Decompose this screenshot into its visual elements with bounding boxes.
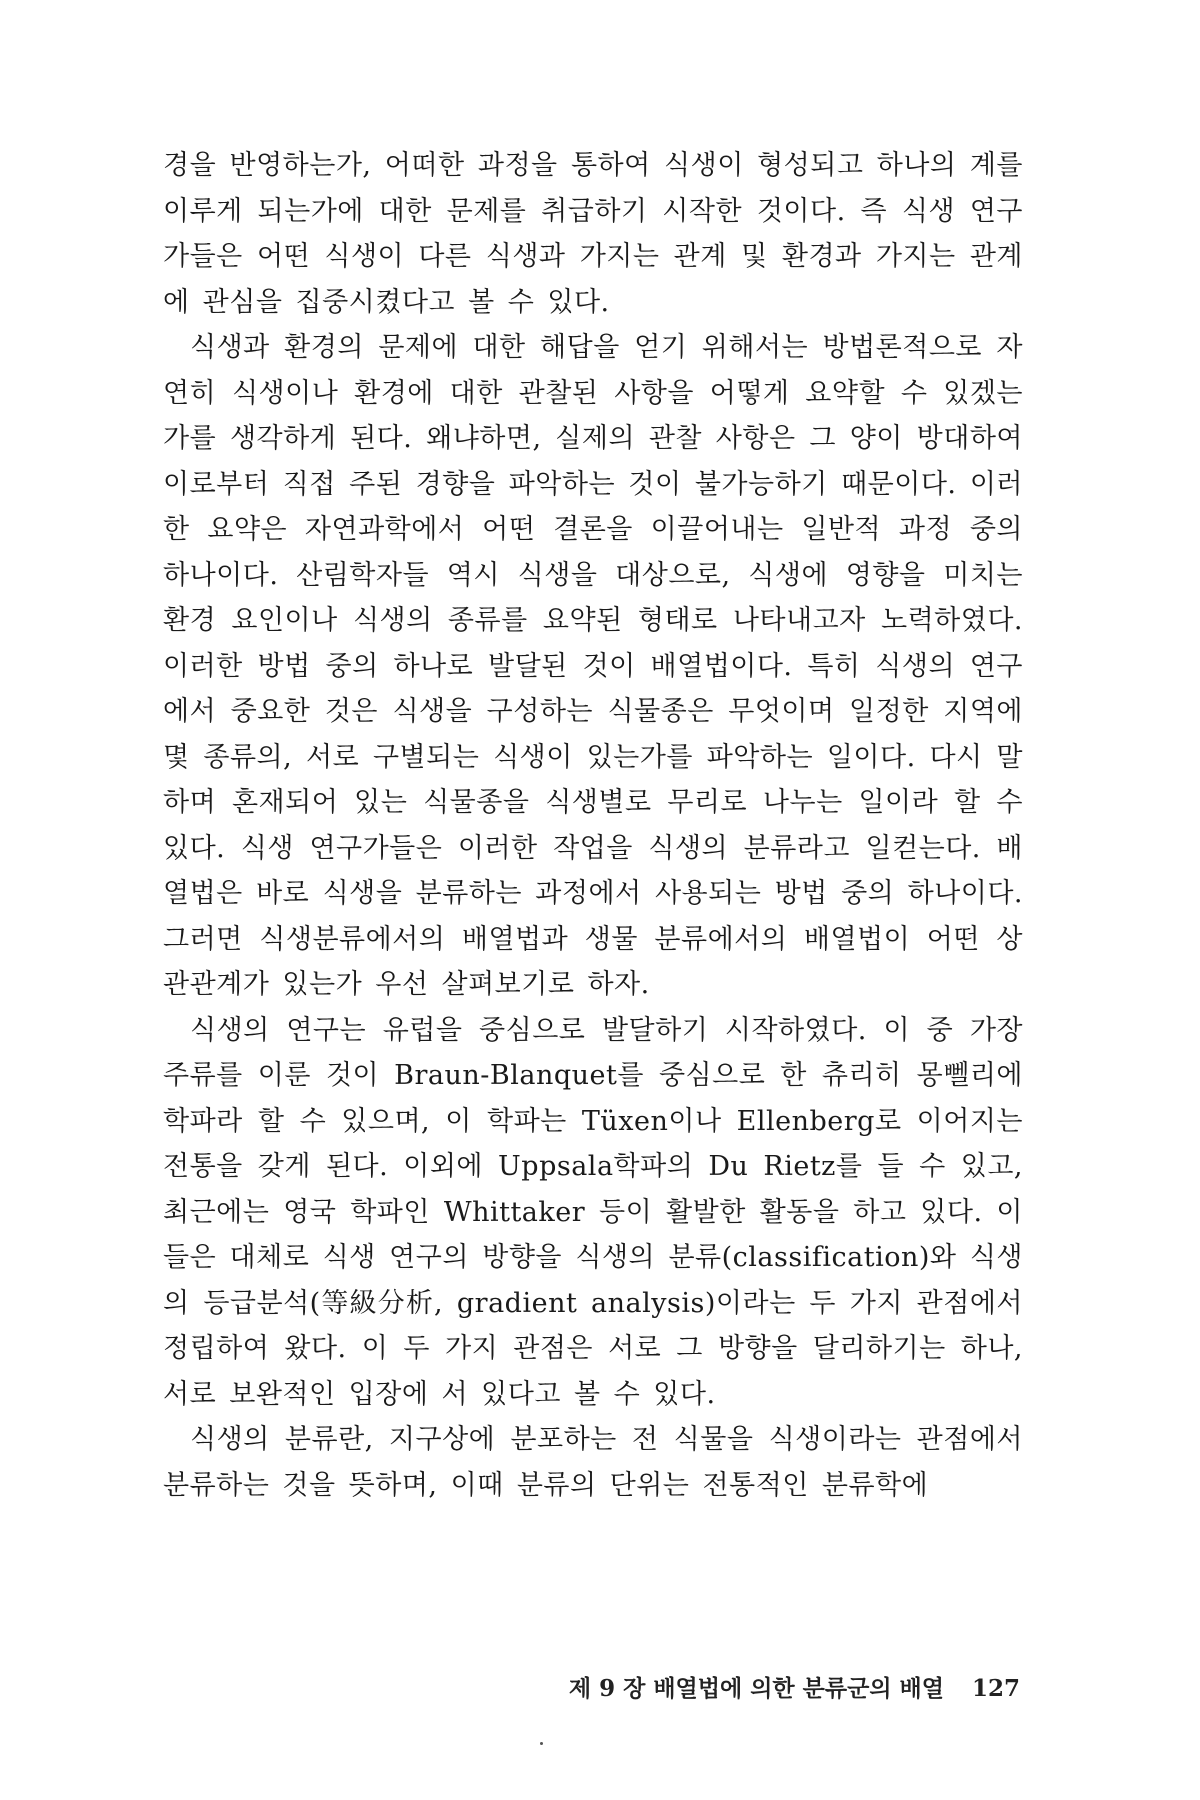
paragraph-3: 식생의 연구는 유럽을 중심으로 발달하기 시작하였다. 이 중 가장 주류를 이룬 것이 Braun-Blanquet를 중심으로 한 츄리히 몽뻴리에 학파라 할 수 있으며, 이 학파는 Tüxen이나 Ellenberg로 이어지는 전통을 갖게 된다. 이외에 Uppsala학파의 Du Rietz를 들 수 있고, 최근에는 영국 학파인 Whittaker 등이 활발한 활동을 하고 있다. 이들은 대체로 식생 연구의 방향을 식생의 분류(classification)와 식생의 등급분석(等級分析, gradient analysis)이라는 두 가지 관점에서 정립하여 왔다. 이 두 가지 관점은 서로 그 방향을 달리하기는 하나, 서로 보완적인 입장에 서 있다고 볼 수 있다. bbox=[163, 1014, 1023, 1410]
running-footer bbox=[490, 1670, 1020, 1703]
page-number: 127 bbox=[971, 1675, 1020, 1702]
body-text bbox=[163, 143, 1023, 1508]
chapter-title: 제 9 장 배열법에 의한 분류군의 배열 bbox=[568, 1675, 944, 1702]
paragraph-1: 경을 반영하는가, 어떠한 과정을 통하여 식생이 형성되고 하나의 계를 이루게 되는가에 대한 문제를 취급하기 시작한 것이다. 즉 식생 연구가들은 어떤 식생이 다른 식생과 가지는 관계 및 환경과 가지는 관계에 관심을 집중시켰다고 볼 수 있다. bbox=[163, 150, 1023, 318]
paragraph-2: 식생과 환경의 문제에 대한 해답을 얻기 위해서는 방법론적으로 자연히 식생이나 환경에 대한 관찰된 사항을 어떻게 요약할 수 있겠는가를 생각하게 된다. 왜냐하면, 실제의 관찰 사항은 그 양이 방대하여 이로부터 직접 주된 경향을 파악하는 것이 불가능하기 때문이다. 이러한 요약은 자연과학에서 어떤 결론을 이끌어내는 일반적 과정 중의 하나이다. 산림학자들 역시 식생을 대상으로, 식생에 영향을 미치는 환경 요인이나 식생의 종류를 요약된 형태로 나타내고자 노력하였다. 이러한 방법 중의 하나로 발달된 것이 배열법이다. 특히 식생의 연구에서 중요한 것은 식생을 구성하는 식물종은 무엇이며 일정한 지역에 몇 종류의, 서로 구별되는 식생이 있는가를 파악하는 일이다. 다시 말하며 혼재되어 있는 식물종을 식생별로 무리로 나누는 일이라 할 수 있다. 식생 연구가들은 이러한 작업을 식생의 분류라고 일컫는다. 배열법은 바로 식생을 분류하는 과정에서 사용되는 방법 중의 하나이다. 그러면 식생분류에서의 배열법과 생물 분류에서의 배열법이 어떤 상관관계가 있는가 우선 살펴보기로 하자. bbox=[163, 332, 1023, 1000]
scan-speck bbox=[540, 1742, 543, 1745]
paragraph-4: 식생의 분류란, 지구상에 분포하는 전 식물을 식생이라는 관점에서 분류하는 것을 뜻하며, 이때 분류의 단위는 전통적인 분류학에 bbox=[163, 1424, 1023, 1501]
